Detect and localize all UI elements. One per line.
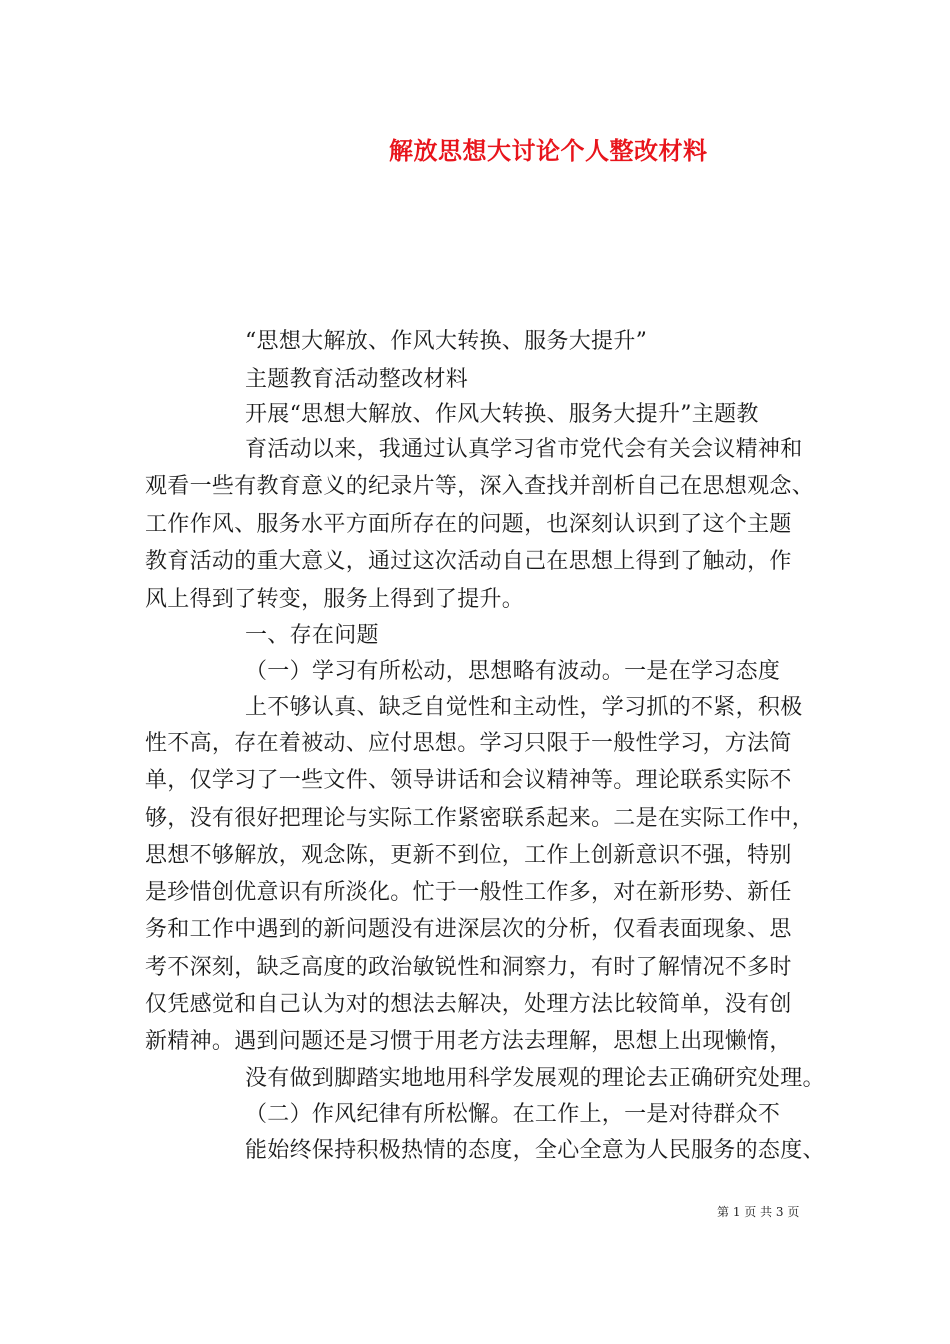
text-line: 性不高，存在着被动、应付思想。学习只限于一般性学习，方法简 [145, 731, 792, 756]
text-line: 教育活动的重大意义，通过这次活动自己在思想上得到了触动，作 [145, 549, 792, 574]
text-line: 考不深刻，缺乏高度的政治敏锐性和洞察力，有时了解情况不多时 [145, 955, 792, 980]
text-line: 能始终保持积极热情的态度，全心全意为人民服务的态度、 [245, 1138, 825, 1163]
text-line: “思想大解放、作风大转换、服务大提升” [245, 329, 648, 354]
text-line: 思想不够解放，观念陈，更新不到位，工作上创新意识不强，特别 [145, 843, 792, 868]
text-line: 务和工作中遇到的新问题没有进深层次的分析，仅看表面现象、思 [145, 917, 792, 942]
section-heading: 一、存在问题 [245, 623, 379, 648]
text-line: 观看一些有教育意义的纪录片等，深入查找并剖析自己在思想观念、 [145, 474, 815, 499]
text-line: 是珍惜创优意识有所淡化。忙于一般性工作多，对在新形势、新任 [145, 880, 792, 905]
text-line: （一）学习有所松动，思想略有波动。一是在学习态度 [245, 659, 781, 684]
text-line: 没有做到脚踏实地地用科学发展观的理论去正确研究处理。 [245, 1066, 825, 1091]
text-line: 开展“思想大解放、作风大转换、服务大提升”主题教 [245, 402, 759, 427]
text-line: 够，没有很好把理论与实际工作紧密联系起来。二是在实际工作中， [145, 806, 815, 831]
document-title: 解放思想大讨论个人整改材料 [389, 136, 708, 165]
text-line: 工作作风、服务水平方面所存在的问题，也深刻认识到了这个主题 [145, 512, 792, 537]
text-line: 主题教育活动整改材料 [245, 367, 469, 392]
page-number: 第 1 页 共 3 页 [717, 1205, 800, 1219]
text-line: 风上得到了转变，服务上得到了提升。 [145, 587, 525, 612]
text-line: 仅凭感觉和自己认为对的想法去解决，处理方法比较简单，没有创 [145, 992, 792, 1017]
text-line: 上不够认真、缺乏自觉性和主动性，学习抓的不紧，积极 [245, 695, 803, 720]
text-line: 新精神。遇到问题还是习惯于用老方法去理解，思想上出现懒惰， [145, 1029, 792, 1054]
text-line: 单，仅学习了一些文件、领导讲话和会议精神等。理论联系实际不 [145, 768, 792, 793]
text-line: 育活动以来，我通过认真学习省市党代会有关会议精神和 [245, 437, 803, 462]
text-line: （二）作风纪律有所松懈。在工作上，一是对待群众不 [245, 1102, 781, 1127]
